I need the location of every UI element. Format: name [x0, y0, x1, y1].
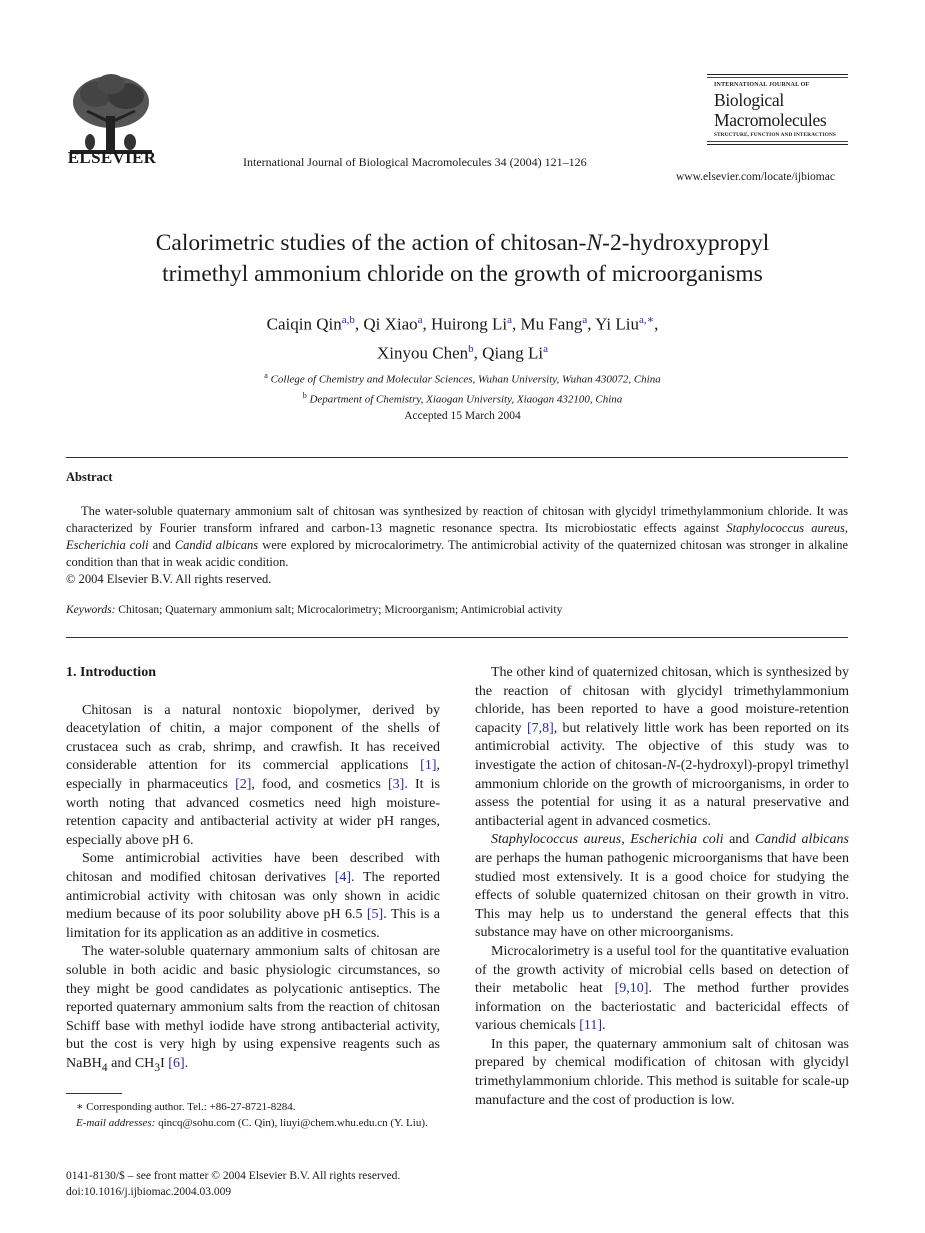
text: . [184, 1055, 189, 1071]
journal-name-line1: Biological [714, 90, 784, 110]
text: N [666, 757, 677, 773]
text: Microcalorimetry is a useful tool for the quantitative evaluation of the growth activity of microbial cells based on detection of their metabolic heat [475, 943, 849, 997]
citation-link[interactable]: [4] [334, 869, 352, 885]
email-label: E-mail addresses: [76, 1116, 156, 1129]
abstract-text: were explored by microcalorimetry. The antimicrobial activity of the quaternized chitosan was stronger in alkaline condition than that in weak acidic condition. [66, 538, 848, 569]
author-name[interactable]: Qi Xiao [363, 314, 418, 334]
organism-name: Escherichia coli [630, 832, 724, 848]
text: are perhaps the human pathogenic microorganisms that have been studied most extensively. It is a good choice for studying the effects of soluble quaternized chitosan on their growth in vitro. This may help us to understand the general effects that this substance may have on other microorganisms. [475, 850, 849, 941]
citation-link[interactable]: [1] [420, 758, 437, 774]
text: . The method further provides information on the bacteriostatic and bactericidal effects of various chemicals [475, 981, 849, 1034]
affiliation-text: College of Chemistry and Molecular Sciences, Wuhan University, Wuhan 430072, China [270, 373, 661, 386]
author-affiliation-mark[interactable]: a,∗ [639, 314, 655, 326]
author-name[interactable]: Yi Liu [595, 314, 640, 334]
paragraph [475, 831, 849, 943]
email-text[interactable]: qincq@sohu.com (C. Qin), liuyi@chem.whu.edu.cn (Y. Liu). [155, 1116, 428, 1129]
journal-subtitle: STRUCTURE, FUNCTION AND INTERACTIONS [714, 132, 836, 138]
organism-name: Escherichia coli [66, 538, 149, 552]
text: and CH [107, 1055, 155, 1071]
text: . The reported antimicrobial activity with chitosan was only shown in acidic medium because of its poor solubility above pH 6.5 [66, 869, 440, 923]
citation-link[interactable]: [9,10] [614, 981, 649, 997]
text: Some antimicrobial activities have been described with chitosan and modified chitosan derivatives [66, 851, 440, 885]
paragraph [66, 943, 440, 1077]
abstract-text: , [844, 521, 848, 535]
organism-name: Staphylococcus aureus [491, 832, 622, 848]
text: The water-soluble quaternary ammonium salts of chitosan are soluble in both acidic and basic physiologic circumstances, so they might be good candidates as polycationic antiseptics. The reported quaternary ammonium salts from the reaction of chitosan Schiff base with methyl iodide have strong antibacterial activity, but the cost is very high by using expensive reagents such as NaBH [66, 944, 440, 1071]
corresponding-author: ∗ Corresponding author. Tel.: +86-27-8721-8284. [76, 1101, 296, 1113]
author-name[interactable]: Huirong Li [431, 314, 508, 334]
affiliation-text: Department of Chemistry, Xiaogan University, Xiaogan 432100, China [309, 393, 623, 406]
publisher-wordmark: ELSEVIER [67, 148, 157, 167]
author-affiliation-mark[interactable]: a [543, 342, 548, 355]
paragraph [66, 850, 440, 943]
organism-name: Staphylococcus aureus [726, 521, 845, 535]
accepted-date: Accepted 15 March 2004 [404, 410, 521, 422]
paragraph [66, 702, 440, 851]
divider [707, 74, 848, 75]
paragraph [475, 664, 849, 831]
section-heading: 1. Introduction [66, 665, 156, 680]
organism-name: Candid albicans [174, 538, 259, 552]
text: The other kind of quaternized chitosan, which is synthesized by the reaction of chitosan with glycidyl trimethylammonium chloride, has been reported to have a good moisture-retention capacity [475, 665, 849, 736]
citation-link[interactable]: [7,8] [526, 720, 554, 736]
text: Chitosan is a natural nontoxic biopolymer, derived by deacetylation of chitin, a major component of the shells of crustacea such as crab, shrimp, and crawfish. It has received considerable attention for its commercial applications [66, 702, 440, 774]
subscript: 4 [101, 1060, 108, 1074]
affiliation-mark: b [302, 391, 307, 401]
abstract-text: and [148, 538, 175, 552]
email-addresses [66, 1116, 440, 1132]
affiliations [0, 368, 925, 408]
author-name[interactable]: Mu Fang [520, 314, 583, 334]
left-column [66, 664, 440, 1077]
title-part: Calorimetric studies of the action of chitosan- [155, 230, 587, 256]
organism-name: Candid albicans [754, 832, 849, 848]
divider [707, 141, 848, 142]
citation-link[interactable]: [2] [235, 776, 252, 792]
paragraph [475, 943, 849, 1036]
divider [66, 457, 848, 458]
citation-link[interactable]: [3] [388, 776, 405, 792]
divider [66, 637, 848, 638]
elsevier-tree-logo [66, 72, 156, 158]
author-affiliation-mark[interactable]: a,b [341, 314, 355, 326]
author-affiliation-mark[interactable]: b [468, 342, 474, 355]
text: , [621, 832, 631, 848]
author-name[interactable]: Xinyou Chen [377, 343, 469, 363]
title-line-2: trimethyl ammonium chloride on the growth of microorganisms [162, 261, 763, 287]
text: , food, and cosmetics [251, 776, 389, 792]
journal-name-line2: Macromolecules [714, 110, 827, 130]
abstract-heading: Abstract [66, 470, 113, 484]
author-list: Caiqin Qin$^{a,b}$, Qi Xiao$^a$, Huirong Li$^a$, Mu Fang$^a$, Yi Liu$^{a,∗}$, Xinyou Chen$^b$, Qiang Li$^a$ [266, 314, 659, 363]
author-affiliation-mark[interactable]: a [417, 314, 423, 326]
text: -(2-hydroxyl)-propyl trimethyl ammonium chloride on the growth of microorganisms, in order to assess the potential for using it as a natural preservative and antibacterial agent in advanced cosmetics. [475, 757, 849, 829]
text: I [160, 1055, 169, 1071]
footnote-rule [66, 1093, 122, 1094]
keywords [66, 604, 562, 616]
bottom-matter [66, 1168, 400, 1200]
text: . [602, 1018, 606, 1034]
footnote [66, 1100, 440, 1131]
title-part: -2-hydroxypropyl [602, 230, 770, 256]
keywords-label: Keywords: [66, 604, 116, 616]
doi-link[interactable]: doi:10.1016/j.ijbiomac.2004.03.009 [66, 1186, 232, 1198]
author-name[interactable]: Caiqin Qin [266, 314, 342, 334]
abstract-text: The water-soluble quaternary ammonium salt of chitosan was synthesized by reaction of chitosan with glycidyl trimethylammonium chloride. It was characterized by Fourier transform infrared and carbon-13 magnetic resonance spectra. Its microbiostatic effects against [66, 504, 848, 535]
affiliation-mark: a [264, 371, 268, 380]
text: . It is worth noting that advanced cosmetics need high moisture-retention capacity and antibacterial activity at wider pH ranges, especially above pH 6. [66, 776, 440, 848]
subscript: 3 [154, 1060, 161, 1074]
text: . This is a limitation for its application as an additive in cosmetics. [66, 907, 440, 941]
divider [707, 144, 848, 145]
abstract-body [66, 503, 848, 588]
text: and [723, 832, 755, 848]
author-affiliation-mark[interactable]: a [582, 314, 588, 326]
author-affiliation-mark[interactable]: a [507, 314, 512, 326]
text: , but relatively little work has been reported on its antimicrobial activity. The objective of this study was to investigate the action of chitosan- [475, 720, 849, 773]
journal-box-top-line: INTERNATIONAL JOURNAL OF [714, 82, 810, 88]
issn-line: 0141-8130/$ – see front matter © 2004 Elsevier B.V. All rights reserved. [66, 1170, 401, 1182]
journal-title-box [707, 74, 848, 147]
citation-link[interactable]: [5] [366, 907, 384, 923]
text: , especially in pharmaceutics [66, 758, 440, 792]
title-italic-n: N [586, 230, 603, 256]
keywords-text: Chitosan; Quaternary ammonium salt; Microcalorimetry; Microorganism; Antimicrobial activity [115, 604, 563, 616]
journal-url-link[interactable]: www.elsevier.com/locate/ijbiomac [676, 171, 835, 183]
copyright: © 2004 Elsevier B.V. All rights reserved. [66, 572, 272, 586]
citation-link[interactable]: [6] [168, 1055, 185, 1071]
paragraph: In this paper, the quaternary ammonium salt of chitosan was prepared by chemical modification of chitosan with glycidyl trimethylammonium chloride. This method is suitable for scale-up manufacture and the cost of production is low. [475, 1036, 849, 1108]
citation-link[interactable]: [11] [579, 1018, 602, 1034]
divider [707, 77, 848, 78]
right-column [475, 664, 849, 1110]
author-name[interactable]: Qiang Li [482, 343, 544, 363]
article-title [0, 228, 925, 290]
journal-citation: International Journal of Biological Macromolecules 34 (2004) 121–126 [243, 155, 587, 169]
